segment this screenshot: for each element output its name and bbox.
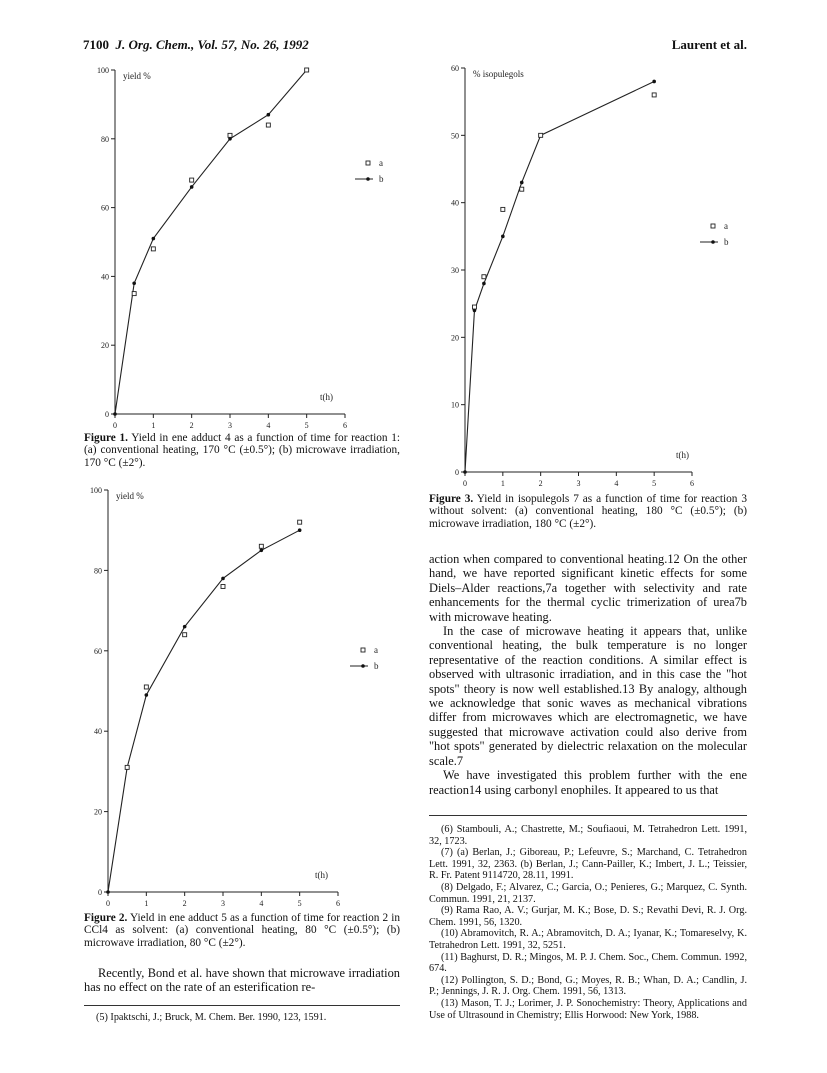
series-b-point <box>652 80 656 84</box>
y-tick-label: 50 <box>451 131 459 141</box>
x-tick-label: 1 <box>144 899 149 908</box>
x-tick-label: 6 <box>690 479 694 488</box>
x-tick-label: 5 <box>297 899 302 908</box>
reference-10: (10) Abramovitch, R. A.; Abramovitch, D. A.; Iyanar, K.; Tomareselvy, K. Tetrahedron Lett. 1991, 32, 5251. <box>429 928 747 951</box>
series-b-point <box>183 625 187 629</box>
figure-3-caption-text: Yield in isopulegols 7 as a function of time for reaction 3 without solvent: (a) conventional heating, 180 °C (±0.5°); (b) microwave irradiation, 180 °C (±2°). <box>429 493 748 530</box>
series-a-point <box>190 178 194 182</box>
series-b-point <box>152 237 156 241</box>
reference-6: (6) Stambouli, A.; Chastrette, M.; Soufiaoui, M. Tetrahedron Lett. 1991, 32, 1723. <box>429 824 747 847</box>
journal-citation: J. Org. Chem., Vol. 57, No. 26, 1992 <box>115 37 309 52</box>
legend-a-marker <box>711 224 715 228</box>
x-tick-label: 0 <box>113 421 117 430</box>
y-tick-label: 20 <box>101 341 109 351</box>
series-a-point <box>501 207 505 211</box>
x-tick-label: 2 <box>538 479 543 488</box>
series-b-point <box>463 470 467 474</box>
series-a-point <box>298 520 302 524</box>
x-tick-label: 1 <box>151 421 156 430</box>
series-b-point <box>267 113 271 117</box>
legend-a-marker <box>366 161 370 165</box>
legend-a-marker <box>361 648 365 652</box>
legend-a-label: a <box>724 221 728 231</box>
legend-b-label: b <box>724 237 729 247</box>
series-b-point <box>106 890 110 894</box>
reference-5: (5) Ipaktschi, J.; Bruck, M. Chem. Ber. 1990, 123, 1591. <box>96 1012 327 1023</box>
reference-12: (12) Pollington, S. D.; Bond, G.; Moyes, R. B.; Whan, D. A.; Candlin, J. P.; Jennings, J. R. J. Org. Chem. 1991, 56, 1313. <box>429 974 747 998</box>
series-a-point <box>266 123 270 127</box>
y-tick-label: 0 <box>105 410 109 419</box>
figure-2-label: Figure 2. <box>84 912 128 924</box>
x-tick-label: 4 <box>614 479 619 488</box>
x-tick-label: 3 <box>228 421 232 430</box>
y-tick-label: 60 <box>451 64 459 73</box>
x-tick-label: 3 <box>221 899 225 908</box>
authors-header: Laurent et al. <box>671 37 747 52</box>
series-a-point <box>520 187 524 191</box>
series-a-point <box>259 544 263 548</box>
y-tick-label: 10 <box>451 400 459 410</box>
y-tick-label: 60 <box>101 203 109 213</box>
series-b-line <box>465 81 654 472</box>
figure-2-caption <box>84 912 400 949</box>
figure-1-chart <box>80 62 410 439</box>
series-a-point <box>652 93 656 97</box>
figure-2-caption-text: Yield in ene adduct 5 as a function of time for reaction 2 in CCl4 as solvent: (a) conventional heating, 80 °C (±0.5°); (b) microwave irradiation, 80 °C (±2°). <box>84 912 400 949</box>
series-a-point <box>482 275 486 279</box>
x-axis-label: t(h) <box>315 870 328 880</box>
page-number: 7100 <box>83 37 109 52</box>
y-tick-label: 40 <box>101 272 109 282</box>
reference-7: (7) (a) Berlan, J.; Giboreau, P.; Lefeuvre, S.; Marchand, C. Tetrahedron Lett. 1991, 32, 2363. (b) Berlan, J.; Cann-Pailler, K.; Imbert, J. L.; Teissier, R. Fr. Patent 9114720, 28.11, 1991. <box>429 847 747 882</box>
reference-8: (8) Delgado, F.; Alvarez, C.; Garcia, O.; Penieres, G.; Marquez, C. Synth. Commun. 1991, 21, 2137. <box>429 881 747 905</box>
body-paragraph-1: action when compared to conventional heating.12 On the other hand, we have reported significant kinetic effects for some Diels–Alder reactions,7a together with selectivity and rate enhancements for the thermal cyclic trimerization of urea7b with microwave heating. <box>429 552 747 624</box>
figure-1-label: Figure 1. <box>84 432 128 444</box>
legend-b-marker <box>361 664 365 668</box>
series-a-point <box>228 133 232 137</box>
x-tick-label: 5 <box>304 421 309 430</box>
series-b-point <box>298 528 302 532</box>
y-tick-label: 20 <box>94 807 102 817</box>
x-tick-label: 3 <box>576 479 581 488</box>
series-a-point <box>472 305 476 309</box>
series-a-point <box>305 68 309 72</box>
series-b-point <box>520 181 524 185</box>
figure-2-chart <box>80 480 410 915</box>
legend-b-marker <box>366 177 370 181</box>
x-tick-label: 4 <box>259 899 264 908</box>
x-tick-label: 2 <box>189 421 194 430</box>
series-b-line <box>115 70 307 414</box>
x-tick-label: 5 <box>652 479 657 488</box>
footnote-rule-right <box>429 815 747 816</box>
figure-3-label: Figure 3. <box>429 493 474 505</box>
reference-11: (11) Baghurst, D. R.; Mingos, M. P. J. Chem. Soc., Chem. Commun. 1992, 674. <box>429 951 747 975</box>
y-tick-label: 0 <box>455 468 459 477</box>
figure-3-caption <box>429 493 747 530</box>
y-tick-label: 40 <box>94 727 102 737</box>
series-b-point <box>260 549 264 553</box>
body-paragraph-3: We have investigated this problem further with the ene reaction14 using carbonyl enophiles. It appeared to us that <box>429 768 747 797</box>
series-a-point <box>132 292 136 296</box>
x-tick-label: 6 <box>343 421 347 430</box>
legend-b-marker <box>711 240 715 244</box>
series-b-point <box>132 281 136 285</box>
series-a-point <box>539 133 543 137</box>
series-a-point <box>144 685 148 689</box>
y-axis-label: yield % <box>123 71 151 81</box>
running-header <box>83 37 309 53</box>
y-tick-label: 40 <box>451 198 459 208</box>
right-body-text <box>429 552 747 797</box>
legend-a-label: a <box>374 645 378 655</box>
figure-1-caption-text: Yield in ene adduct 4 as a function of time for reaction 1: (a) conventional heating, 170 °C (±0.5°); (b) microwave irradiation, 170 °C (±2°). <box>84 432 400 469</box>
references-left <box>84 1012 400 1024</box>
series-b-point <box>190 185 194 189</box>
x-tick-label: 0 <box>106 899 110 908</box>
series-b-line <box>108 530 300 892</box>
legend-a-label: a <box>379 158 383 168</box>
x-tick-label: 0 <box>463 479 467 488</box>
y-tick-label: 0 <box>98 888 102 897</box>
references-right <box>429 824 747 1021</box>
y-tick-label: 100 <box>90 486 102 495</box>
x-tick-label: 4 <box>266 421 271 430</box>
legend-b-label: b <box>379 174 384 184</box>
series-b-point <box>145 693 149 697</box>
series-b-point <box>113 412 117 416</box>
series-b-point <box>482 282 486 286</box>
y-tick-label: 60 <box>94 646 102 656</box>
x-tick-label: 1 <box>500 479 505 488</box>
figure-1-caption <box>84 432 400 469</box>
footnote-rule-left <box>84 1005 400 1006</box>
y-tick-label: 80 <box>101 134 109 144</box>
legend-b-label: b <box>374 661 379 671</box>
y-tick-label: 100 <box>97 66 109 75</box>
figure-3-chart <box>420 60 740 495</box>
x-axis-label: t(h) <box>676 450 689 460</box>
series-a-point <box>151 247 155 251</box>
series-b-point <box>501 235 505 239</box>
series-a-point <box>221 584 225 588</box>
y-axis-label: % isopulegols <box>473 69 524 79</box>
body-paragraph-2: In the case of microwave heating it appears that, unlike conventional heating, the bulk temperature is no longer representative of the reaction conditions. A similar effect is observed with ultrasonic irradiation, and in this case the "hot spots" theory is now well established.13 By analogy, although we acknowledge that sonic waves as mechanical vibrations differ from microwaves which are electromagnetic, we have suggested that microwave activation could also derive from "hot spots" generated by dielectric relaxation on the molecular scale.7 <box>429 624 747 768</box>
series-a-point <box>125 765 129 769</box>
left-body-paragraph: Recently, Bond et al. have shown that microwave irradiation has no effect on the rate of an esterification re- <box>84 966 400 995</box>
y-tick-label: 30 <box>451 266 459 275</box>
series-b-point <box>221 577 225 581</box>
series-a-point <box>183 633 187 637</box>
y-tick-label: 20 <box>451 333 459 343</box>
y-tick-label: 80 <box>94 566 102 576</box>
x-tick-label: 6 <box>336 899 340 908</box>
x-tick-label: 2 <box>182 899 187 908</box>
x-axis-label: t(h) <box>320 392 333 402</box>
y-axis-label: yield % <box>116 491 144 501</box>
reference-9: (9) Rama Rao, A. V.; Gurjar, M. K.; Bose, D. S.; Revathi Devi, R. J. Org. Chem. 1991, 56, 1320. <box>429 905 747 928</box>
reference-13: (13) Mason, T. J.; Lorimer, J. P. Sonochemistry: Theory, Applications and Use of Ultrasound in Chemistry; Ellis Horwood: New York, 1988. <box>429 997 747 1021</box>
